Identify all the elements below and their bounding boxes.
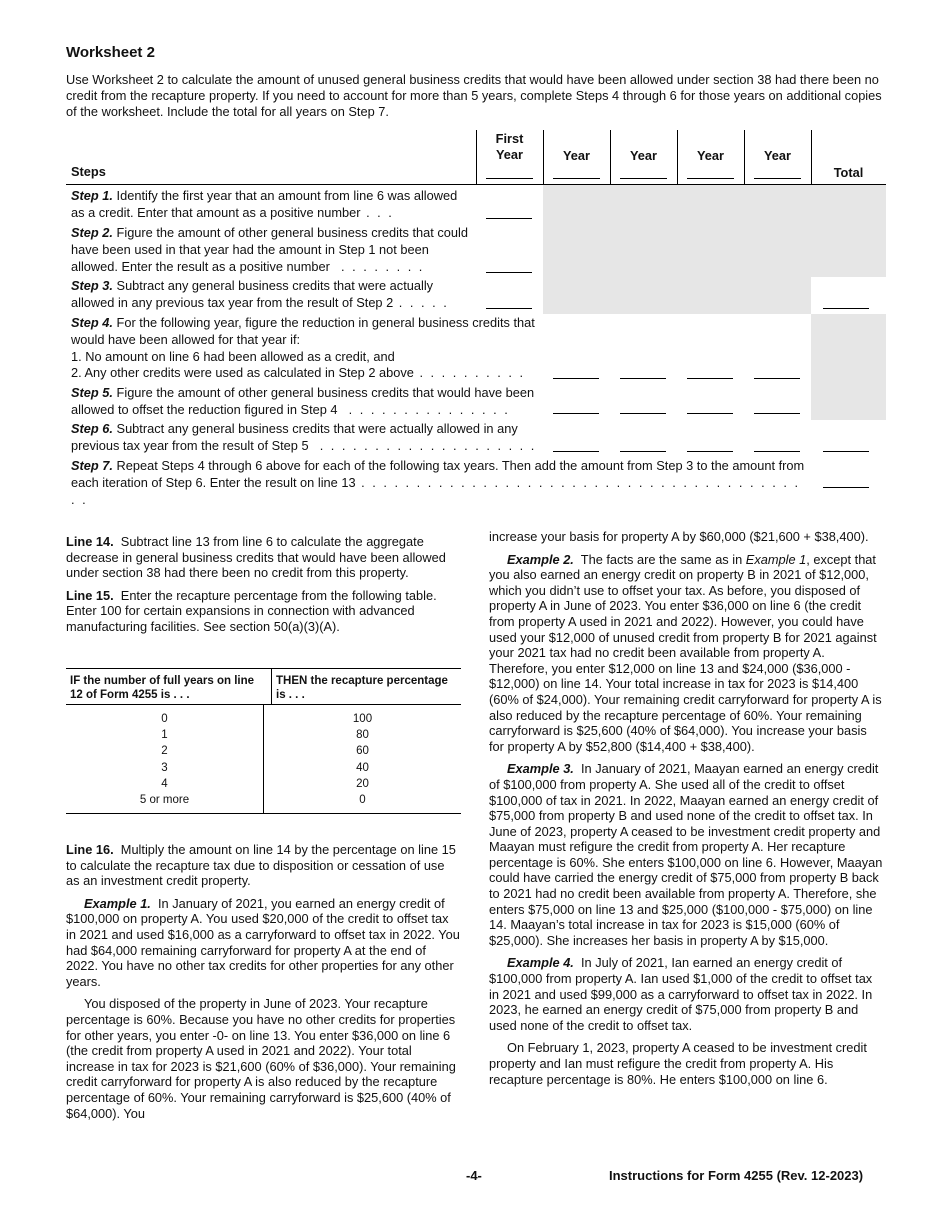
step-6: Step 6. Subtract any general business credits that were actually allowed in any previous tax year from the result of Step 5 . . . . . . . . . . . . . . . . . . . . [71,421,537,453]
recapture-table [66,668,461,814]
line14-paragraph: Line 14. Subtract line 13 from line 6 to calculate the aggregate decrease in general business credits that would have been allowed under section 38 had there been no credit from this property. [66,534,446,581]
steps-header: Steps [71,164,106,179]
col-header-year: Year [696,148,725,163]
worksheet-title: Worksheet 2 [66,44,155,61]
example2-paragraph: Example 2. The facts are the same as in Example 1, except that you also earned an energy credit on property B in 2021 of $12,000, which you didn’t use to offset your tax. As before, you disposed of property A in June of 2023. You enter $36,000 on line 6 (the credit from property A used in 2021 and 2022). However, you could have used your $12,000 of unused credit from property B for 2021 against your 2021 tax had no credit been available from property A. Therefore, you enter $12,000 on line 13 and $24,000 ($36,000 - $12,000) on line 14. Your total increase in tax for 2023 is $14,400 (60% of $24,000). Your remaining credit carryforward for property A is also reduced by the recapture percentage of 60%. Your remaining carryforward is $25,600 (40% of $64,000). You increase your basis for property A by $52,800 ($14,400 + $38,400). [489,551,882,754]
header-underline [553,178,600,179]
step1-first-year-blank[interactable] [486,218,532,219]
step4-year-blank[interactable] [687,378,733,379]
worksheet-intro: Use Worksheet 2 to calculate the amount of unused general business credits that would have been allowed under section 38 had there been no credit from the recapture property. If you need to account for more than 5 years, complete Steps 4 through 6 for those years on additional copies of the worksheet. Include the total for all years on Step 7. [66,72,882,119]
line15-paragraph: Line 15. Enter the recapture percentage from the following table. Enter 100 for certain expansions in connection with advanced manufacturing facilities. See section 50(a)(3)(A). [66,587,437,634]
example3-paragraph: Example 3. In January of 2021, Maayan earned an energy credit of $100,000 from property A. She used all of the credit to offset $100,000 of tax in 2021. In 2022, Maayan earned an energy credit of $75,000 from property B and used none of the credit to offset tax. In June of 2023, property A ceased to be investment credit property and Maayan must refigure the credit from property A. Her recapture percentage is 60%. She enters $100,000 on line 6. However, Maayan could have carried the energy credit of $75,000 from property B back to 2021 had no credit been available from property A. Therefore, she enters $75,000 on line 13 and $25,000 ($100,000 - $75,000) on line 14. Maayan’s total increase in tax for 2023 is $15,000 (60% of $25,000). She increases her basis in property A by $15,000. [489,761,883,948]
step-3: Step 3. Subtract any general business credits that were actually allowed in any previous tax year from the result of Step 2 . . . . . [71,278,449,310]
example1-paragraph: Example 1. In January of 2021, you earned an energy credit of $100,000 on property A. You used $20,000 of the credit to offset tax in 2021 and used $16,000 as a carryforward to offset tax in 2022. You had $64,000 remaining carryforward for property A at the end of 2022. You have no other tax credits for other properties for any other years. [66,895,460,989]
left-column-bottom [66,842,461,1128]
table-years-column [66,705,263,813]
step6-year-blank[interactable] [553,451,599,452]
example4-continued: On February 1, 2023, property A ceased to be investment credit property and Ian must refigure the credit from property A. His recapture percentage is 80%. He enters $100,000 on line 6. [489,1040,867,1087]
step4-year-blank[interactable] [754,378,800,379]
table-cell: 40 [356,761,369,774]
shaded-area [543,185,886,277]
table-cell: 0 [359,793,366,806]
right-column [489,529,885,1094]
table-cell: 5 or more [139,793,190,806]
table-header-percentage: THEN the recapture percentage is . . . [271,669,461,704]
header-underline [620,178,667,179]
step5-year-blank[interactable] [754,413,800,414]
table-header-years: IF the number of full years on line 12 of Form 4255 is . . . [70,675,255,701]
example4-paragraph: Example 4. In July of 2021, Ian earned an energy credit of $100,000 from property A. Ian used $1,000 of the credit to offset tax in 2021 and used $99,000 as a carryforward to offset tax in 2022. In 2023, he earned an energy credit of $75,000 from property B and used none of the credit to offset tax. [489,955,873,1033]
step6-year-blank[interactable] [620,451,666,452]
step5-year-blank[interactable] [553,413,599,414]
col-header-first-year: First Year [495,131,524,162]
example1-continued: You disposed of the property in June of 2023. Your recapture percentage is 60%. Because you have no other credits for properties for other years, you enter -0- on line 13. You enter $36,000 on line 6 (the credit from property A used in 2021 and 2022). Your total increase in tax for 2023 is $21,600 (60% of $36,000). Your remaining credit carryforward for property A is also reduced by the recapture percentage of 60%. Your remaining carryforward is $25,600 (40% of $64,000). You [66,996,456,1121]
recapture-table-header [66,669,461,705]
line16-paragraph: Line 16. Multiply the amount on line 14 by the percentage on line 15 to calculate the recapture tax due to disposition or cessation of use as an investment credit property. [66,842,456,889]
shaded-area [543,277,811,314]
page-number: -4- [466,1168,482,1183]
table-cell: 60 [356,745,369,758]
table-cell: 3 [161,761,168,774]
left-column-top [66,534,461,642]
header-underline [754,178,801,179]
col-header-year: Year [629,148,658,163]
recapture-table-body [66,705,461,813]
table-cell: 100 [352,713,373,725]
step5-year-blank[interactable] [687,413,733,414]
example1-conclusion: increase your basis for property A by $60,000 ($21,600 + $38,400). [489,529,869,544]
col-header-year: Year [763,148,792,163]
step-1: Step 1. Identify the first year that an amount from line 6 was allowed as a credit. Enter that amount as a positive number . . . [71,188,458,220]
step5-year-blank[interactable] [620,413,666,414]
step-2: Step 2. Figure the amount of other general business credits that could have been used in that year had the amount in Step 1 not been allowed. Enter the result as a positive number . . . . . . . . [71,225,468,274]
col-header-year: Year [562,148,591,163]
step-5: Step 5. Figure the amount of other general business credits that would have been allowed to offset the reduction figured in Step 4 . . . . . . . . . . . . . . . [71,385,535,417]
step4-year-blank[interactable] [553,378,599,379]
step6-total-blank[interactable] [823,451,869,452]
shaded-area [811,314,886,420]
table-cell: 1 [161,729,168,742]
footer-title: Instructions for Form 4255 (Rev. 12-2023) [609,1168,864,1183]
step3-total-blank[interactable] [823,308,869,309]
step2-first-year-blank[interactable] [486,272,532,273]
step6-year-blank[interactable] [687,451,733,452]
step-4: Step 4. For the following year, figure the reduction in general business credits that would have been allowed for that year if: 1. No amount on line 6 had been allowed as a credit, and 2. Any other credits were used as calculated in Step 2 above . . . . . . . . . . [71,315,535,381]
step-7: Step 7. Repeat Steps 4 through 6 above for each of the following tax years. Then add the amount from Step 3 to the amount from each iteration of Step 6. Enter the result on line 13 . . . . . . . . . . . . . . . . . . . . . . . . . . . . . . . . . . . . . . . . . . [71,458,805,507]
step3-first-year-blank[interactable] [486,308,532,309]
header-underline [687,178,734,179]
col-header-total: Total [833,165,864,180]
step4-year-blank[interactable] [620,378,666,379]
table-cell: 0 [161,713,168,725]
step6-year-blank[interactable] [754,451,800,452]
step7-total-blank[interactable] [823,487,869,488]
header-underline [486,178,533,179]
table-percentage-column [263,705,461,813]
table-cell: 4 [161,777,168,790]
table-cell: 20 [356,777,369,790]
table-cell: 80 [356,729,369,742]
table-cell: 2 [161,745,168,758]
